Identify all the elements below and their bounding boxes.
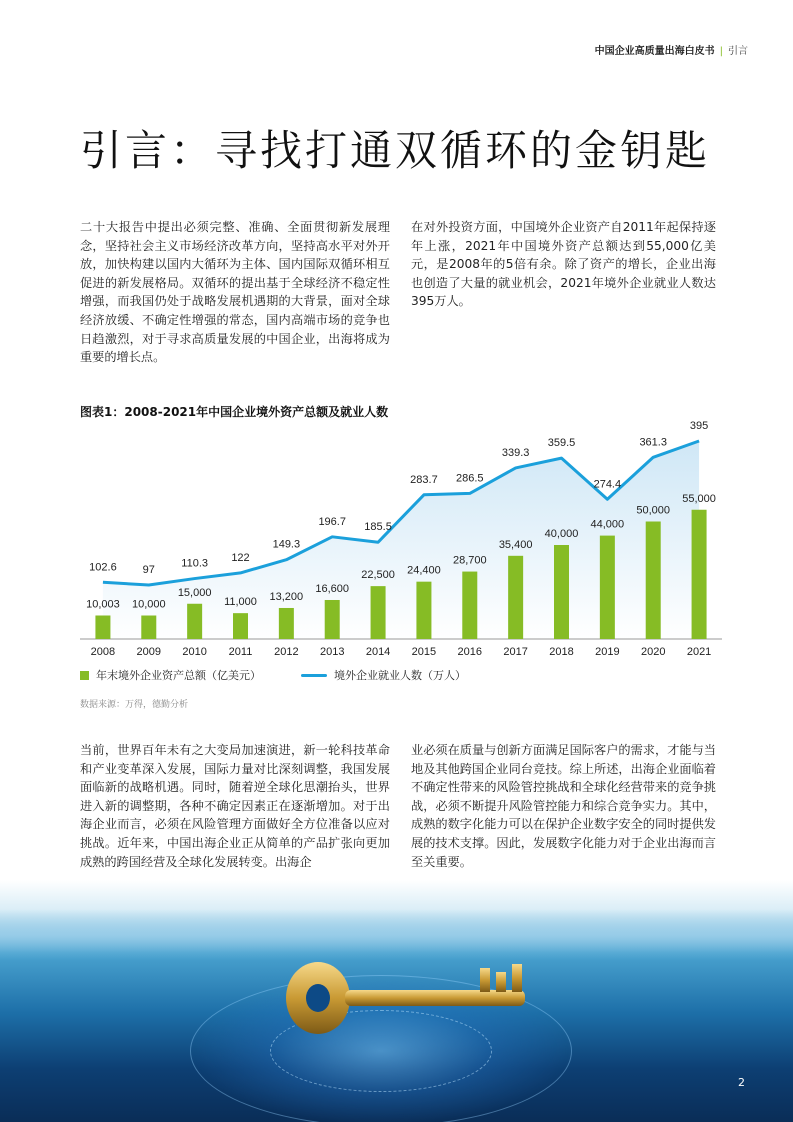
investment-paragraph: 在对外投资方面，中国境外企业资产自2011年起保持逐年上涨，2021年中国境外资产总额达到55,000亿美元，是2008年的5倍有余。除了资产的增长，企业出海也创造了大量的就业机会，2021年境外企业就业人数达395万人。: [411, 220, 716, 309]
x-tick-2019: 2019: [595, 646, 620, 658]
line-label-2015: 283.7: [410, 473, 438, 486]
line-label-2018: 359.5: [547, 437, 576, 450]
running-header: [595, 42, 748, 57]
bar-2016: [462, 572, 477, 639]
bar-2013: [325, 600, 340, 639]
bar-2017: [508, 556, 523, 639]
line-label-2014: 185.5: [364, 521, 392, 534]
chart-source: 数据来源：万得，德勤分析: [80, 700, 189, 710]
header-section: 引言: [728, 46, 748, 57]
legend-item-employment: [301, 667, 466, 683]
bar-label-2020: 50,000: [636, 504, 671, 517]
line-label-2009: 97: [142, 564, 155, 576]
legend-swatch-assets: [80, 671, 89, 680]
line-label-2016: 286.5: [456, 472, 484, 485]
legend-item-assets: [80, 667, 261, 683]
line-label-2013: 196.7: [318, 515, 346, 528]
legend-label-assets: 年末境外企业资产总额（亿美元）: [96, 669, 261, 682]
x-tick-2017: 2017: [503, 646, 528, 658]
x-tick-2020: 2020: [640, 646, 666, 658]
line-label-2021: 395: [689, 420, 709, 432]
bar-label-2014: 22,500: [361, 569, 395, 582]
page-title: 引言：寻找打通双循环的金钥匙: [80, 126, 711, 175]
header-brand: 中国企业高质量出海白皮书: [594, 46, 715, 57]
x-tick-2012: 2012: [274, 646, 299, 658]
line-label-2012: 149.3: [272, 538, 301, 551]
page-number: 2: [738, 1076, 745, 1089]
bar-label-2017: 35,400: [498, 538, 533, 551]
x-tick-2021: 2021: [686, 646, 712, 658]
bar-2012: [279, 608, 294, 639]
x-tick-2010: 2010: [182, 646, 207, 658]
x-tick-2018: 2018: [549, 646, 574, 658]
golden-key-icon: [0, 880, 793, 1122]
bar-label-2021: 55,000: [682, 492, 716, 505]
bar-label-2015: 24,400: [407, 564, 441, 577]
body-paragraph-left: 当前，世界百年未有之大变局加速演进，新一轮科技革命和产业变革深入发展，国际力量对比深刻调整，我国发展面临新的战略机遇。同时，随着逆全球化思潮抬头，世界进入新的调整期，各种不确定因素正在逐渐增加。对于出海企业而言，必须在风险管理方面做好全方位准备以应对挑战。近年来，中国出海企业正从简单的产品扩张向更加成熟的跨国经营及全球化发展转变。出海企: [80, 743, 390, 869]
bar-label-2018: 40,000: [544, 528, 579, 540]
header-separator: |: [719, 46, 723, 57]
x-tick-2013: 2013: [319, 646, 345, 658]
bar-label-2019: 44,000: [590, 518, 625, 531]
x-tick-2009: 2009: [136, 646, 162, 658]
bar-label-2009: 10,000: [131, 598, 166, 611]
bar-label-2013: 16,600: [315, 582, 350, 595]
bar-2019: [600, 536, 615, 639]
x-tick-2016: 2016: [457, 646, 483, 658]
legend-line-employment: [301, 674, 327, 677]
bar-label-2010: 15,000: [177, 586, 212, 599]
bar-label-2008: 10,003: [86, 598, 120, 611]
x-tick-2014: 2014: [365, 646, 391, 658]
bar-2021: [692, 510, 707, 639]
assets-employment-chart: [0, 420, 793, 665]
bar-label-2011: 11,000: [224, 596, 257, 609]
line-label-2019: 274.4: [593, 478, 622, 491]
chart-title: 图表1：2008-2021年中国企业境外资产总额及就业人数: [80, 405, 389, 419]
bar-2010: [187, 604, 202, 639]
x-tick-2008: 2008: [90, 646, 116, 658]
bar-2011: [233, 613, 248, 639]
bar-label-2016: 28,700: [452, 554, 487, 567]
intro-paragraph: 二十大报告中提出必须完整、准确、全面贯彻新发展理念，坚持社会主义市场经济改革方向，坚持高水平对外开放，加快构建以国内大循环为主体、国内国际双循环相互促进的新发展格局。双循环的提出基于全球经济不稳定性增强，而我国仍处于战略发展机遇期的大背景，面对全球经济放缓、不确定性增强的常态，国内高端市场的竞争也日趋激烈，对于寻求高质量发展的中国企业，出海将成为重要的增长点。: [80, 220, 390, 365]
line-label-2011: 122: [231, 551, 250, 564]
line-label-2010: 110.3: [181, 557, 209, 570]
body-paragraph-right: 业必须在质量与创新方面满足国际客户的需求，才能与当地及其他跨国企业同台竞技。综上所述，出海企业面临着不确定性带来的风险管控挑战和全球化经营带来的竞争挑战，必须不断提升风险管控能力和综合竞争实力。其中，成熟的数字化能力可以在保护企业数字安全的同时提供发展的技术支撑。因此，发展数字化能力对于企业出海而言至关重要。: [411, 743, 716, 869]
bar-2008: [95, 615, 110, 639]
bar-2009: [141, 616, 156, 640]
line-label-2008: 102.6: [89, 561, 117, 574]
line-label-2017: 339.3: [501, 446, 530, 459]
line-label-2020: 361.3: [639, 436, 667, 449]
x-tick-2015: 2015: [411, 646, 437, 658]
legend-label-employment: 境外企业就业人数（万人）: [334, 669, 466, 682]
golden-key-hero-image: [0, 880, 793, 1122]
bar-2015: [416, 582, 431, 639]
chart-legend: [80, 667, 506, 683]
bar-2020: [646, 522, 661, 640]
bar-2018: [554, 545, 569, 639]
bar-2014: [371, 586, 386, 639]
bar-label-2012: 13,200: [269, 590, 304, 603]
x-tick-2011: 2011: [228, 646, 253, 658]
